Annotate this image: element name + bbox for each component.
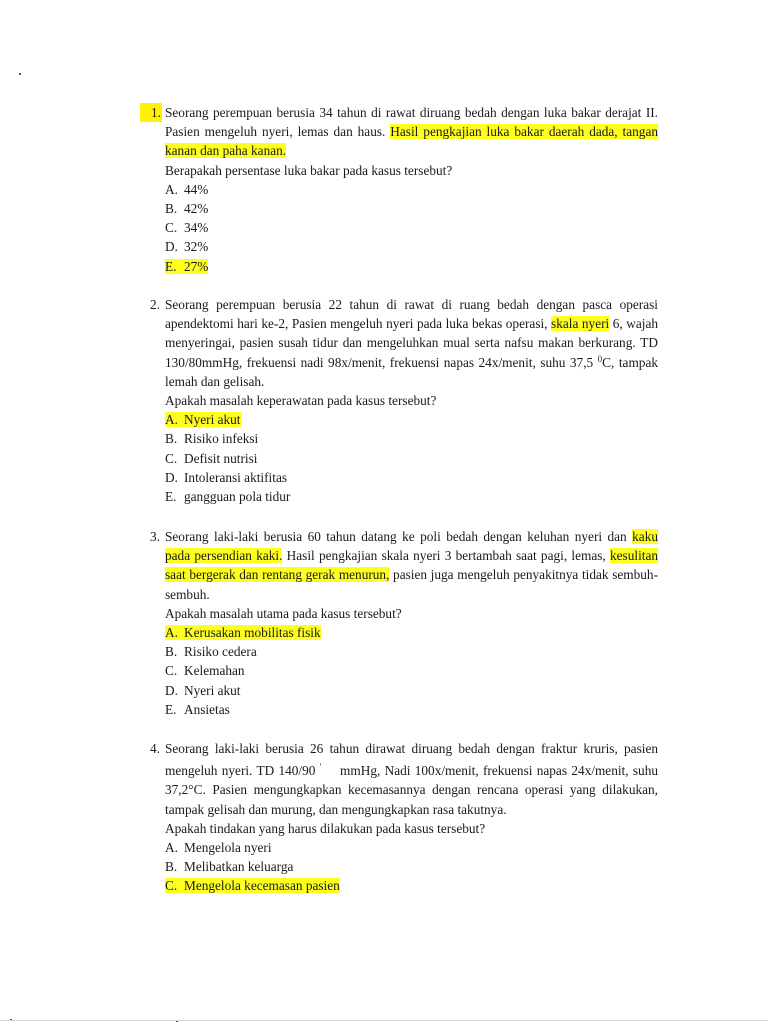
option-e-answer: E. 27% xyxy=(165,258,209,274)
option-d: D. 32% xyxy=(165,239,209,255)
stray-mark xyxy=(19,73,21,75)
highlighted-text: skala nyeri xyxy=(551,316,610,332)
question-stem: Seorang laki-laki berusia 60 tahun datang ke poli bedah dengan keluhan nyeri dan kaku pada persendian kaki. Hasil pengkajian skala nyeri 3 bertambah saat pagi, lemas, kesulitan saat bergerak dan rentang gerak menurun, pasien juga mengeluh penyakitnya tidak sembuh-sembuh. xyxy=(165,529,659,602)
highlighted-text: kesulitan saat bergerak dan rentang gerak menurun, xyxy=(165,548,659,583)
option-a-answer: A. Nyeri akut xyxy=(165,412,241,428)
question-1 xyxy=(140,103,658,276)
option-c-answer: C. Mengelola kecemasan pasien xyxy=(165,878,340,894)
option-e: E. gangguan pola tidur xyxy=(165,489,291,505)
option-b: B. Risiko infeksi xyxy=(165,431,259,447)
option-d: D. Intoleransi aktifitas xyxy=(165,469,288,485)
question-prompt: Apakah tindakan yang harus dilakukan pada kasus tersebut? xyxy=(165,820,486,836)
highlighted-text: Hasil pengkajian luka bakar daerah dada, tangan kanan dan paha kanan. xyxy=(165,124,658,159)
question-stem: Seorang laki-laki berusia 26 tahun dirawat diruang bedah dengan fraktur kruris, pasien mengeluh nyeri. TD 140/90 ' mmHg, Nadi 100x/menit, frekuensi napas 24x/menit, suhu 37,2°C. Pasien mengungkapkan kecemasannya dengan rencana operasi yang dilakukan, tampak gelisah dan murung, dan mengungkapkan rasa takutnya. xyxy=(165,741,658,817)
option-b: B. 42% xyxy=(165,201,209,217)
option-c: C. Kelemahan xyxy=(165,663,245,679)
question-stem: Seorang perempuan berusia 22 tahun di rawat di ruang bedah dengan pasca operasi apendektomi hari ke-2, Pasien mengeluh nyeri pada luka bekas operasi, skala nyeri 6, wajah menyeringai, pasien susah tidur dan mengeluhkan mual serta nafsu makan berkurang. TD 130/80mmHg, frekuensi nadi 98x/menit, frekuensi napas 24x/menit, suhu 37,5 $^0$C, tampak lemah dan gelisah. xyxy=(165,297,658,389)
question-prompt: Berapakah persentase luka bakar pada kasus tersebut? xyxy=(165,162,453,178)
option-d: D. Nyeri akut xyxy=(165,682,241,698)
question-4 xyxy=(140,739,658,896)
option-a: A. Mengelola nyeri xyxy=(165,840,272,856)
question-2 xyxy=(140,295,658,506)
option-b: B. Melibatkan keluarga xyxy=(165,859,294,875)
question-number: 4. xyxy=(150,741,160,756)
option-c: C. 34% xyxy=(165,220,209,236)
option-b: B. Risiko cedera xyxy=(165,644,257,660)
question-number: 2. xyxy=(150,297,160,312)
question-stem: Seorang perempuan berusia 34 tahun di rawat diruang bedah dengan luka bakar derajat II. Pasien mengeluh nyeri, lemas dan haus. Hasil pengkajian luka bakar daerah dada, tangan kanan dan paha kanan. xyxy=(165,105,658,159)
option-a: A. 44% xyxy=(165,181,209,197)
option-c: C. Defisit nutrisi xyxy=(165,450,258,466)
question-prompt: Apakah masalah keperawatan pada kasus tersebut? xyxy=(165,393,437,409)
question-number: 1. xyxy=(140,103,162,122)
option-e: E. Ansietas xyxy=(165,701,230,717)
question-3 xyxy=(140,527,658,719)
option-a-answer: A. Kerusakan mobilitas fisik xyxy=(165,625,321,641)
question-number: 3. xyxy=(150,529,160,544)
highlighted-text: kaku pada persendian kaki. xyxy=(165,529,658,564)
question-prompt: Apakah masalah utama pada kasus tersebut? xyxy=(165,605,402,621)
page-bottom-edge xyxy=(0,1020,768,1021)
